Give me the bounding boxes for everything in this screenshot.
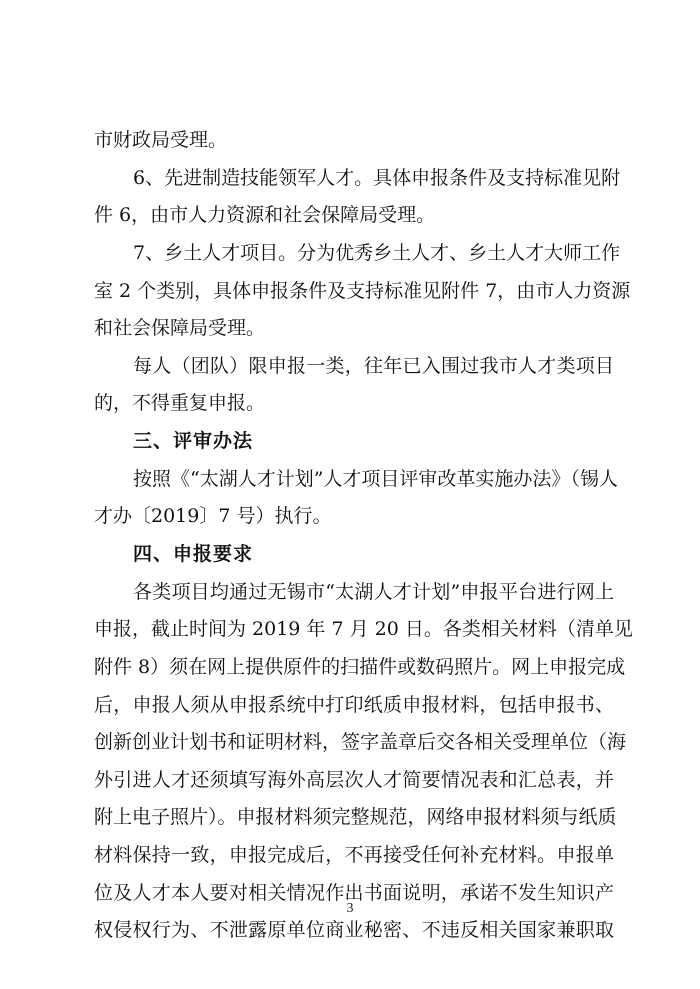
paragraph-line: 位及人才本人要对相关情况作出书面说明，承诺不发生知识产: [94, 882, 614, 904]
paragraph-line: 材料保持一致，申报完成后，不再接受任何补充材料。申报单: [94, 844, 614, 866]
paragraph-line: 外引进人才还须填写海外高层次人才简要情况表和汇总表，并: [94, 769, 614, 791]
paragraph-line: 各类项目均通过无锡市“太湖人才计划”申报平台进行网上: [133, 581, 614, 603]
paragraph-line: 附件 8）须在网上提供原件的扫描件或数码照片。网上申报完成: [94, 656, 626, 678]
paragraph-line: 权侵权行为、不泄露原单位商业秘密、不违反相关国家兼职取: [94, 919, 614, 941]
paragraph-line: 市财政局受理。: [94, 129, 228, 151]
paragraph-line: 7、乡土人才项目。分为优秀乡土人才、乡土人才大师工作: [133, 242, 621, 264]
paragraph-line: 件 6，由市人力资源和社会保障局受理。: [94, 204, 436, 226]
paragraph-line: 后，申报人须从申报系统中打印纸质申报材料，包括申报书、: [94, 694, 614, 716]
paragraph-line: 6、先进制造技能领军人才。具体申报条件及支持标准见附: [133, 167, 621, 189]
paragraph-line: 创新创业计划书和证明材料，签字盖章后交各相关受理单位（海: [94, 731, 627, 753]
page-number: 3: [346, 901, 354, 916]
paragraph-line: 按照《“太湖人才计划”人才项目评审改革实施办法》（锡人: [133, 468, 618, 490]
paragraph-line: 申报，截止时间为 2019 年 7 月 20 日。各类相关材料（清单见: [94, 618, 633, 640]
paragraph-line: 才办〔2019〕7 号）执行。: [94, 505, 332, 527]
section-heading-application-requirements: 四、申报要求: [133, 543, 254, 565]
paragraph-line: 每人（团队）限申报一类，往年已入围过我市人才类项目: [133, 355, 614, 377]
paragraph-line: 附上电子照片）。申报材料须完整规范，网络申报材料须与纸质: [94, 806, 617, 828]
paragraph-line: 和社会保障局受理。: [94, 317, 266, 339]
section-heading-review-method: 三、评审办法: [133, 430, 254, 452]
paragraph-line: 室 2 个类别，具体申报条件及支持标准见附件 7，由市人力资源: [94, 280, 631, 302]
paragraph-line: 的，不得重复申报。: [94, 392, 266, 414]
